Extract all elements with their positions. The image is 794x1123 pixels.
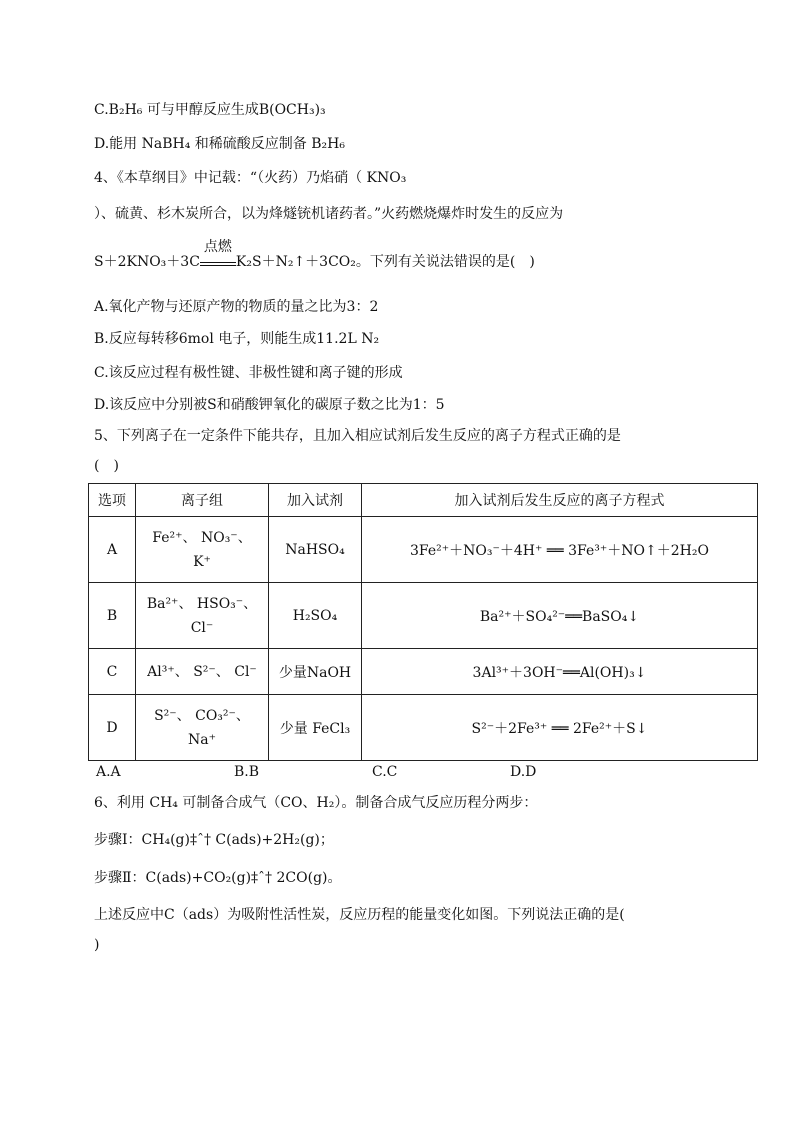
q6-step1: 步骤Ⅰ：CH₄(g)‡ˆ† C(ads)+2H₂(g)；: [94, 832, 334, 848]
ignite-condition: 点燃: [203, 239, 232, 255]
table-row: [89, 583, 758, 649]
table-row: [89, 517, 758, 583]
q6-tail-line1: 上述反应中C（ads）为吸附性活性炭，反应历程的能量变化如图。下列说法正确的是(: [94, 907, 625, 923]
q4-option-b: B.反应每转移6mol 电子，则能生成11.2L N₂: [94, 331, 380, 347]
equation-cell: Ba²⁺＋SO₄²⁻══BaSO₄↓: [362, 583, 758, 649]
header-option: 选项: [89, 484, 136, 517]
table-row: [89, 649, 758, 695]
ions-cell: [136, 517, 269, 583]
header-equation: 加入试剂后发生反应的离子方程式: [362, 484, 758, 517]
option-cell: D: [89, 695, 136, 761]
equation-cell: 3Fe²⁺＋NO₃⁻＋4H⁺ ══ 3Fe³⁺＋NO↑＋2H₂O: [362, 517, 758, 583]
answer-d: D.D: [510, 764, 537, 780]
ions-line1: Ba²⁺、 HSO₃⁻、: [146, 595, 258, 612]
reagent-cell: NaHSO₄: [269, 517, 362, 583]
ions-line1: S²⁻、 CO₃²⁻、: [154, 707, 250, 724]
q6-stem: 6、利用 CH₄ 可制备合成气（CO、H₂）。制备合成气反应历程分两步：: [94, 795, 538, 811]
q4-stem-line1: 4、《本草纲目》中记载：“（火药）乃焰硝（ KNO₃: [94, 170, 407, 186]
equation-tail: 。下列有关说法错误的是( ): [355, 254, 535, 270]
q4-stem-line2: ）、硫黄、杉木炭所合，以为烽燧铳机诸药者。”火药燃烧爆炸时发生的反应为: [94, 206, 564, 222]
ions-line2: Cl⁻: [190, 619, 214, 636]
reagent-cell: H₂SO₄: [269, 583, 362, 649]
answer-c: C.C: [372, 764, 398, 780]
q6-step2: 步骤Ⅱ：C(ads)+CO₂(g)‡ˆ† 2CO(g)。: [94, 870, 342, 886]
q5-stem-line1: 5、下列离子在一定条件下能共存，且加入相应试剂后发生反应的离子方程式正确的是: [94, 428, 621, 444]
q3-option-d: D.能用 NaBH₄ 和稀硫酸反应制备 B₂H₆: [94, 136, 345, 152]
q4-option-c: C.该反应过程有极性键、非极性键和离子键的形成: [94, 365, 403, 381]
q5-table: [88, 483, 758, 761]
ions-line2: K⁺: [193, 553, 211, 570]
answer-a: A.A: [96, 764, 121, 780]
ions-cell: [136, 649, 269, 695]
equation-cell: S²⁻＋2Fe³⁺ ══ 2Fe²⁺＋S↓: [362, 695, 758, 761]
ions-line2: Na⁺: [188, 731, 216, 748]
q5-stem-line2: ( ): [94, 458, 119, 474]
ions-cell: [136, 695, 269, 761]
option-cell: A: [89, 517, 136, 583]
equals-arrow: [200, 239, 236, 266]
ions-cell: [136, 583, 269, 649]
q4-option-a: A.氧化产物与还原产物的物质的量之比为3：2: [94, 299, 379, 315]
ions-line1: Al³⁺、 S²⁻、 Cl⁻: [147, 663, 257, 680]
equation-left: S＋2KNO₃＋3C: [94, 254, 200, 270]
header-ions: 离子组: [136, 484, 269, 517]
ions-line1: Fe²⁺、 NO₃⁻、: [152, 529, 252, 546]
q4-option-d: D.该反应中分别被S和硝酸钾氧化的碳原子数之比为1：5: [94, 397, 445, 413]
option-cell: C: [89, 649, 136, 695]
equation-right: K₂S＋N₂↑＋3CO₂: [235, 254, 356, 270]
table-header-row: [89, 484, 758, 517]
header-reagent: 加入试剂: [269, 484, 362, 517]
answer-b: B.B: [234, 764, 260, 780]
reagent-cell: 少量NaOH: [269, 649, 362, 695]
table-row: [89, 695, 758, 761]
q3-option-c: C.B₂H₆ 可与甲醇反应生成B(OCH₃)₃: [94, 102, 326, 118]
q6-tail-line2: ): [94, 937, 100, 953]
equation-cell: 3Al³⁺＋3OH⁻══Al(OH)₃↓: [362, 649, 758, 695]
reagent-cell: 少量 FeCl₃: [269, 695, 362, 761]
q4-equation: [94, 239, 535, 272]
option-cell: B: [89, 583, 136, 649]
